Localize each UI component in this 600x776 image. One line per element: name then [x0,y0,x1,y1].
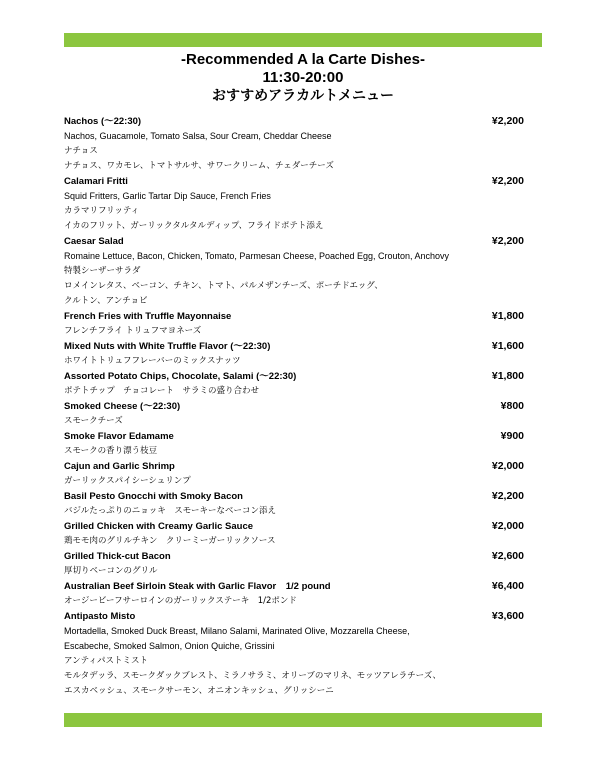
bottom-accent-bar [64,713,542,727]
menu-item [64,519,524,549]
menu-item-price: ¥2,200 [491,490,524,502]
menu-item-name: Caesar Salad [64,236,124,247]
menu-title: -Recommended A la Carte Dishes- [181,51,425,68]
menu-list [64,114,524,699]
menu-item-header [64,339,524,354]
menu-item [64,459,524,489]
menu-item-description: Escabeche, Smoked Salmon, Onion Quiche, Grissini [64,641,275,651]
menu-item-header [64,114,524,129]
menu-item-name: French Fries with Truffle Mayonnaise [64,311,232,322]
menu-item-description: Romaine Lettuce, Bacon, Chicken, Tomato, Parmesan Cheese, Poached Egg, Crouton, Anchovy [64,251,450,261]
menu-item-price: ¥2,600 [491,550,524,562]
menu-item-japanese: フレンチフライ トリュフマヨネーズ [64,326,202,336]
menu-item-price: ¥2,200 [491,115,524,127]
menu-item-header [64,174,524,189]
menu-item-japanese: イカのフリット、ガーリックタルタルディップ、フライドポテト添え [64,221,324,231]
menu-item-price: ¥1,600 [491,340,524,352]
menu-item-header [64,369,524,384]
menu-item-japanese: クルトン、アンチョビ [64,296,148,306]
menu-item [64,174,524,234]
menu-item-name: Calamari Fritti [64,176,128,187]
menu-item [64,114,524,174]
menu-item-header [64,579,524,594]
menu-item [64,339,524,369]
menu-item-japanese: 鶏モモ肉のグリルチキン クリーミーガーリックソース [64,536,276,546]
menu-item-japanese: スモークチーズ [64,416,123,426]
menu-item-description: Mortadella, Smoked Duck Breast, Milano Salami, Marinated Olive, Mozzarella Cheese, [64,626,410,636]
menu-item-japanese: オージービーフサーロインのガーリックステーキ 1/2ポンド [64,596,297,606]
menu-item-name: Cajun and Garlic Shrimp [64,461,175,472]
menu-item-name: Australian Beef Sirloin Steak with Garlic Flavor 1/2 pound [64,581,331,592]
menu-item-japanese: バジルたっぷりのニョッキ スモーキーなベーコン添え [64,506,276,516]
menu-item-price: ¥2,200 [491,235,524,247]
menu-hours: 11:30-20:00 [262,69,344,86]
menu-item-description: Squid Fritters, Garlic Tartar Dip Sauce, French Fries [64,191,271,201]
menu-item-japanese: スモークの香り漂う枝豆 [64,446,158,456]
menu-item-japanese: ポテトチップ チョコレート サラミの盛り合わせ [64,386,259,396]
menu-item [64,369,524,399]
menu-item-description: Nachos, Guacamole, Tomato Salsa, Sour Cream, Cheddar Cheese [64,131,332,141]
menu-item [64,234,524,309]
menu-item-header [64,234,524,249]
menu-item-header [64,489,524,504]
menu-item [64,609,524,699]
menu-item-header [64,399,524,414]
menu-item-header [64,609,524,624]
menu-item-header [64,429,524,444]
menu-item-name: Basil Pesto Gnocchi with Smoky Bacon [64,491,243,502]
menu-item-name: Smoked Cheese (～22:30) [64,401,181,412]
menu-item-name: Antipasto Misto [64,611,136,622]
menu-item-header [64,459,524,474]
menu-item [64,399,524,429]
menu-item-name: Nachos (～22:30) [64,116,142,127]
menu-item-price: ¥800 [500,400,524,412]
menu-item-japanese: 特製シーザーサラダ [64,266,141,276]
menu-item-japanese: 厚切りベーコンのグリル [64,566,158,576]
top-accent-bar [64,33,542,47]
menu-item-japanese: モルタデッラ、スモークダックブレスト、ミラノサラミ、オリーブのマリネ、モッツアレラチーズ、 [64,671,441,681]
menu-item [64,579,524,609]
menu-item-price: ¥1,800 [491,310,524,322]
menu-item-price: ¥2,200 [491,175,524,187]
menu-item-price: ¥2,000 [491,460,524,472]
menu-item-name: Assorted Potato Chips, Chocolate, Salami (～22:30) [64,371,297,382]
menu-item-price: ¥900 [500,430,524,442]
menu-item-name: Mixed Nuts with White Truffle Flavor (～22:30) [64,341,271,352]
menu-item-japanese: アンティパストミスト [64,656,148,666]
menu-item-name: Grilled Chicken with Creamy Garlic Sauce [64,521,254,532]
menu-item [64,489,524,519]
menu-item-header [64,309,524,324]
menu-item-japanese: ガーリックスパイシーシュリンプ [64,476,191,486]
menu-item-japanese: エスカベッシュ、スモークサーモン、オニオンキッシュ、グリッシーニ [64,686,334,696]
menu-header [64,51,542,105]
menu-item-japanese: ホワイトトリュフフレーバーのミックスナッツ [64,356,241,366]
menu-item [64,549,524,579]
menu-item-header [64,549,524,564]
menu-item-japanese: ナチョス、ワカモレ、トマトサルサ、サワークリーム、チェダーチーズ [64,161,334,171]
menu-item-price: ¥6,400 [491,580,524,592]
menu-item-name: Smoke Flavor Edamame [64,431,174,442]
menu-item-japanese: ナチョス [64,146,98,156]
menu-item-price: ¥3,600 [491,610,524,622]
menu-item-name: Grilled Thick-cut Bacon [64,551,171,562]
menu-item [64,429,524,459]
menu-item [64,309,524,339]
menu-item-japanese: ロメインレタス、ベーコン、チキン、トマト、パルメザンチーズ、ポーチドエッグ、 [64,281,383,291]
menu-item-price: ¥2,000 [491,520,524,532]
menu-title-jp: おすすめアラカルトメニュー [212,88,394,104]
menu-item-price: ¥1,800 [491,370,524,382]
menu-item-japanese: カラマリフリッティ [64,206,140,216]
menu-item-header [64,519,524,534]
